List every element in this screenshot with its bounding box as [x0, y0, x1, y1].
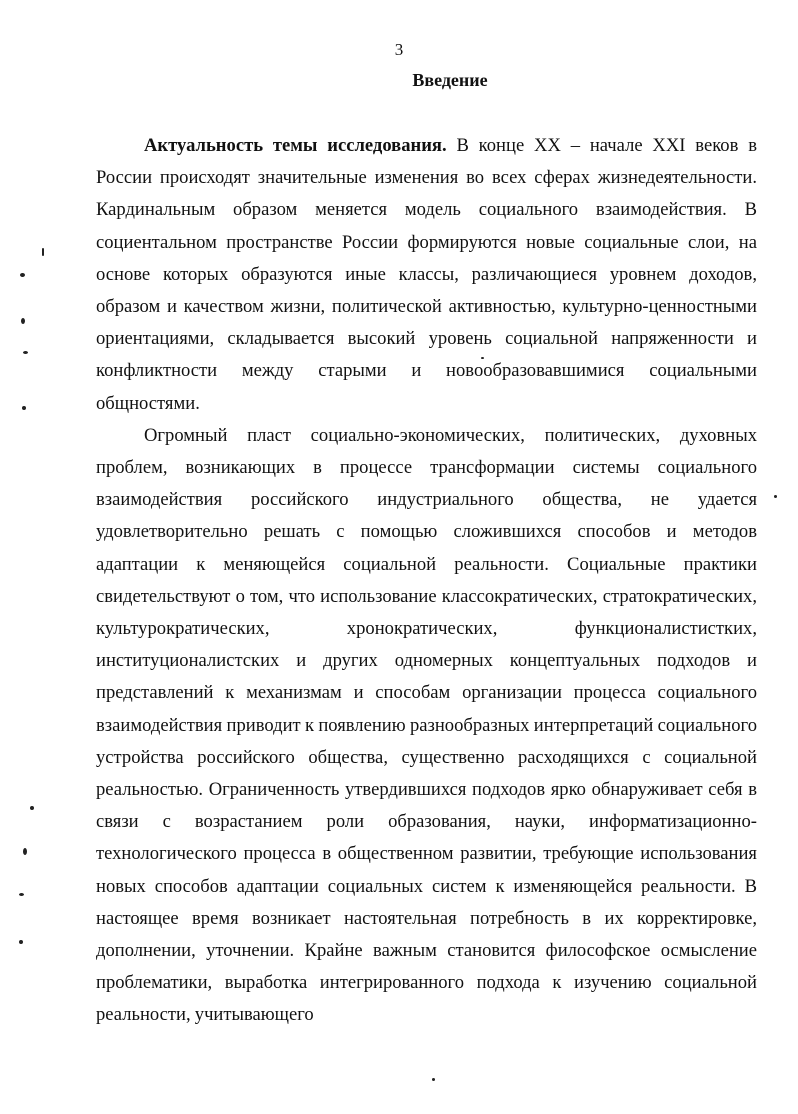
paragraph-relevance — [96, 130, 757, 420]
scan-speck — [774, 495, 777, 498]
scan-speck — [19, 893, 24, 896]
scan-speck — [481, 357, 484, 359]
scan-speck — [23, 848, 27, 855]
paragraph-text: Огромный пласт социально-экономических, политических, духовных проблем, возникающих в процессе трансформации системы социального взаимодействия российского индустриального общества, не удается удовлетворительно решать с помощью сложившихся способов и методов адаптации к меняющейся социальной реальности. Социальные практики свидетельствуют о том, что использование классократических, стратократических, культурократических, хронократических, функционалистистких, институционалистских и других одномерных концептуальных подходов и представлений к механизмам и способам организации процесса социального взаимодействия приводит к появлению разнообразных интерпретаций социального устройства российского общества, существенно расходящихся с социальной реальностью. Ограниченность утвердившихся подходов ярко обнаруживает себя в связи с возрастанием роли образования, науки, информатизационно-технологического процесса в общественном развитии, требующие использования новых способов адаптации социальных систем к изменяющейся реальности. В настоящее время возникает настоятельная потребность в их корректировке, дополнении, уточнении. Крайне важным становится философское осмысление проблематики, выработка интегрированного подхода к изучению социальной реальности, учитывающего — [96, 424, 757, 1026]
paragraph-text: В конце XX – начале XXI веков в России происходят значительные изменения во всех сферах жизнедеятельности. Кардинальным образом меняется модель социального взаимодействия. В социентальном пространстве России формируются новые социальные слои, на основе которых образуются иные классы, различающиеся уровнем доходов, образом и качеством жизни, политической активностью, культурно-ценностными ориентациями, складывается высокий уровень социальной напряженности и конфликтности между старыми и новообразовавшимися социальными общностями. — [96, 135, 757, 414]
scan-speck — [21, 318, 25, 324]
scan-speck — [22, 406, 26, 410]
paragraph-problems — [96, 420, 757, 1032]
scan-speck — [30, 806, 34, 810]
scan-speck — [432, 1078, 435, 1081]
page-number: 3 — [394, 40, 404, 59]
paragraph-lead: Актуальность темы исследования. — [144, 135, 447, 156]
scan-speck — [19, 940, 23, 944]
scan-speck — [20, 273, 25, 277]
page-title: Введение — [412, 70, 488, 90]
body-text — [96, 130, 757, 1032]
scan-speck — [42, 248, 44, 256]
scan-speck — [23, 351, 28, 354]
